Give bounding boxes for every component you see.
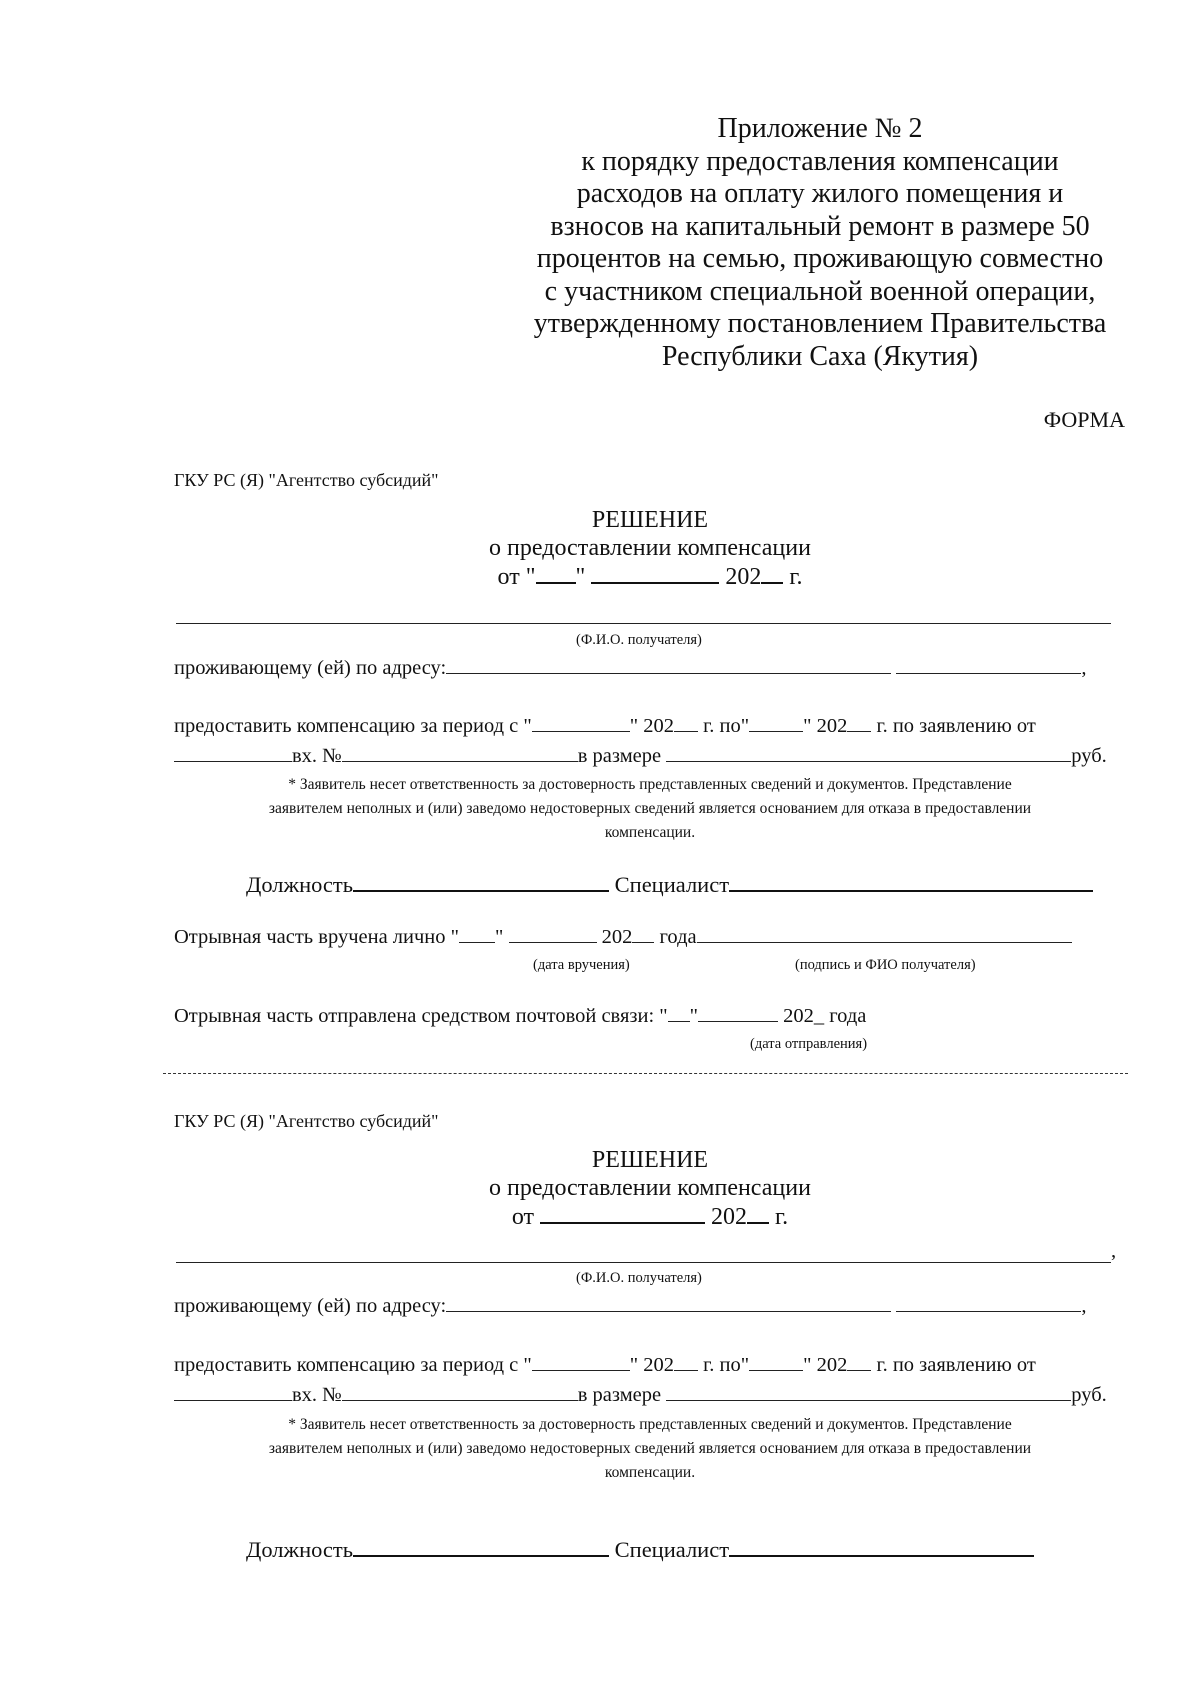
period-year-1: " 202 xyxy=(629,715,675,737)
period-end-label-2: г. по заявлению от xyxy=(876,1354,1036,1376)
form-label: ФОРМА xyxy=(1043,407,1125,432)
application-date-field[interactable] xyxy=(174,743,292,762)
appendix-line: Республики Саха (Якутия) xyxy=(661,340,979,372)
handed-label: Отрывная часть вручена лично " xyxy=(174,926,460,948)
address-field-2a[interactable] xyxy=(446,1293,891,1312)
mailed-mid: " xyxy=(689,1005,699,1027)
period-start-label: предоставить компенсацию за период с " xyxy=(174,715,532,737)
date-year-2: 202 xyxy=(711,1204,748,1230)
incoming-number-field-2[interactable] xyxy=(342,1382,578,1401)
date-mid: " xyxy=(575,564,586,590)
note-line: компенсации. xyxy=(604,1464,696,1481)
period-year-2-2: " 202 xyxy=(803,1354,848,1376)
address-field-2[interactable] xyxy=(896,655,1081,674)
period-year-1-field[interactable] xyxy=(674,713,698,732)
address-row-2 xyxy=(174,1293,1087,1318)
currency-label: руб. xyxy=(1071,745,1107,767)
recipient-name-field-2[interactable] xyxy=(176,1262,1111,1263)
address-field-2b[interactable] xyxy=(896,1293,1081,1312)
decision-title-block xyxy=(350,506,950,591)
amount-field[interactable] xyxy=(666,743,1071,762)
handed-suffix: года xyxy=(659,926,697,948)
decision-subtitle-2: о предоставлении компенсации xyxy=(489,1175,811,1201)
handed-date-caption: (дата вручения) xyxy=(533,957,630,973)
handed-month-field[interactable] xyxy=(509,924,597,943)
period-year-2-field[interactable] xyxy=(847,713,871,732)
note-line: компенсации. xyxy=(604,824,696,841)
date-suffix: г. xyxy=(789,564,803,590)
address-end-2: , xyxy=(1081,1295,1087,1317)
specialist-label: Специалист xyxy=(614,872,730,897)
incoming-number-label: вх. № xyxy=(292,745,342,767)
date-prefix: от " xyxy=(497,564,536,590)
fio-caption: (Ф.И.О. получателя) xyxy=(576,632,702,648)
date-prefix-2: от xyxy=(511,1204,535,1230)
agency-name: ГКУ РС (Я) "Агентство субсидий" xyxy=(174,470,439,490)
specialist-field[interactable] xyxy=(729,870,1093,892)
decision-date-2 xyxy=(350,1202,950,1231)
period-end-field[interactable] xyxy=(749,713,803,732)
mailed-caption: (дата отправления) xyxy=(750,1036,868,1052)
handed-row xyxy=(174,924,1072,949)
date-month-field[interactable] xyxy=(591,562,719,584)
amount-label-2: в размере xyxy=(577,1384,662,1406)
address-row xyxy=(174,655,1087,680)
period-year-1-field-2[interactable] xyxy=(674,1352,698,1371)
mailed-label: Отрывная часть отправлена средством почтовой связи: " xyxy=(174,1005,668,1027)
handed-mid: " xyxy=(495,926,504,948)
date-day-field[interactable] xyxy=(536,562,576,584)
mailed-year: 202_ года xyxy=(783,1005,867,1027)
mailed-row xyxy=(174,1003,866,1028)
appendix-line: расходов на оплату жилого помещения и xyxy=(576,178,1064,209)
handed-year-field[interactable] xyxy=(632,924,654,943)
appendix-header xyxy=(520,113,1120,373)
appendix-line: Приложение № 2 xyxy=(717,113,923,144)
appendix-line: взносов на капитальный ремонт в размере 50 xyxy=(550,210,1090,242)
mailed-day-field[interactable] xyxy=(668,1003,690,1022)
responsibility-note-2 xyxy=(170,1413,1130,1485)
appendix-line: утвержденному постановлением Правительства xyxy=(533,308,1107,339)
amount-label: в размере xyxy=(577,745,662,767)
period-year-2-field-2[interactable] xyxy=(847,1352,871,1371)
mailed-month-field[interactable] xyxy=(698,1003,778,1022)
period-end-label: г. по заявлению от xyxy=(876,715,1036,737)
decision-subtitle: о предоставлении компенсации xyxy=(489,535,811,561)
period-end-field-2[interactable] xyxy=(749,1352,803,1371)
position-label-2: Должность xyxy=(246,1537,354,1562)
responsibility-note xyxy=(170,773,1130,845)
decision-date xyxy=(350,562,950,591)
period-start-label-2: предоставить компенсацию за период с " xyxy=(174,1354,532,1376)
agency-name-2: ГКУ РС (Я) "Агентство субсидий" xyxy=(174,1111,439,1131)
date-year: 202 xyxy=(725,564,762,590)
signature-row-2 xyxy=(246,1535,1034,1563)
date-year-field[interactable] xyxy=(761,562,783,584)
date-suffix-2: г. xyxy=(775,1204,789,1230)
decision-title-2: РЕШЕНИЕ xyxy=(591,1147,709,1173)
date-field-2[interactable] xyxy=(540,1202,705,1224)
incoming-number-label-2: вх. № xyxy=(292,1384,342,1406)
amount-row xyxy=(174,743,1107,768)
appendix-line: к порядку предоставления компенсации xyxy=(581,145,1059,177)
address-label: проживающему (ей) по адресу: xyxy=(174,657,447,679)
currency-label-2: руб. xyxy=(1071,1384,1107,1406)
recipient-signature-field[interactable] xyxy=(697,924,1072,943)
period-start-field-2[interactable] xyxy=(532,1352,630,1371)
incoming-number-field[interactable] xyxy=(342,743,578,762)
decision-title-block-2 xyxy=(350,1146,950,1231)
note-line: * Заявитель несет ответственность за достоверность представленных сведений и документов. Представление xyxy=(288,776,1012,793)
decision-title: РЕШЕНИЕ xyxy=(591,507,709,533)
appendix-line: процентов на семью, проживающую совместно xyxy=(536,243,1104,274)
amount-field-2[interactable] xyxy=(666,1382,1071,1401)
recipient-name-field[interactable] xyxy=(176,623,1111,624)
period-row xyxy=(174,713,1036,738)
period-start-field[interactable] xyxy=(532,713,630,732)
date-year-field-2[interactable] xyxy=(747,1202,769,1224)
signature-row xyxy=(246,870,1093,898)
position-field-2[interactable] xyxy=(353,1535,609,1557)
specialist-field-2[interactable] xyxy=(729,1535,1034,1557)
period-year-1-2: " 202 xyxy=(629,1354,675,1376)
fio-end-2: , xyxy=(1111,1240,1117,1262)
period-mid-label: г. по" xyxy=(703,715,750,737)
address-label-2: проживающему (ей) по адресу: xyxy=(174,1295,447,1317)
position-label: Должность xyxy=(246,872,354,897)
address-end: , xyxy=(1081,657,1087,679)
handed-sign-caption: (подпись и ФИО получателя) xyxy=(795,957,976,973)
handed-year: 202 xyxy=(601,926,633,948)
specialist-label-2: Специалист xyxy=(614,1537,730,1562)
amount-row-2 xyxy=(174,1382,1107,1407)
handed-day-field[interactable] xyxy=(459,924,495,943)
note-line: * Заявитель несет ответственность за достоверность представленных сведений и документов. Представление xyxy=(288,1416,1012,1433)
note-line: заявителем неполных и (или) заведомо недостоверных сведений является основанием для отказа в предоставлении xyxy=(268,800,1032,817)
application-date-field-2[interactable] xyxy=(174,1382,292,1401)
period-row-2 xyxy=(174,1352,1036,1377)
appendix-line: с участником специальной военной операции, xyxy=(544,275,1096,307)
note-line: заявителем неполных и (или) заведомо недостоверных сведений является основанием для отказа в предоставлении xyxy=(268,1440,1032,1457)
position-field[interactable] xyxy=(353,870,609,892)
address-field[interactable] xyxy=(446,655,891,674)
cut-line xyxy=(163,1073,1128,1074)
period-mid-label-2: г. по" xyxy=(703,1354,750,1376)
fio-caption-2: (Ф.И.О. получателя) xyxy=(576,1270,702,1286)
period-year-2: " 202 xyxy=(803,715,848,737)
